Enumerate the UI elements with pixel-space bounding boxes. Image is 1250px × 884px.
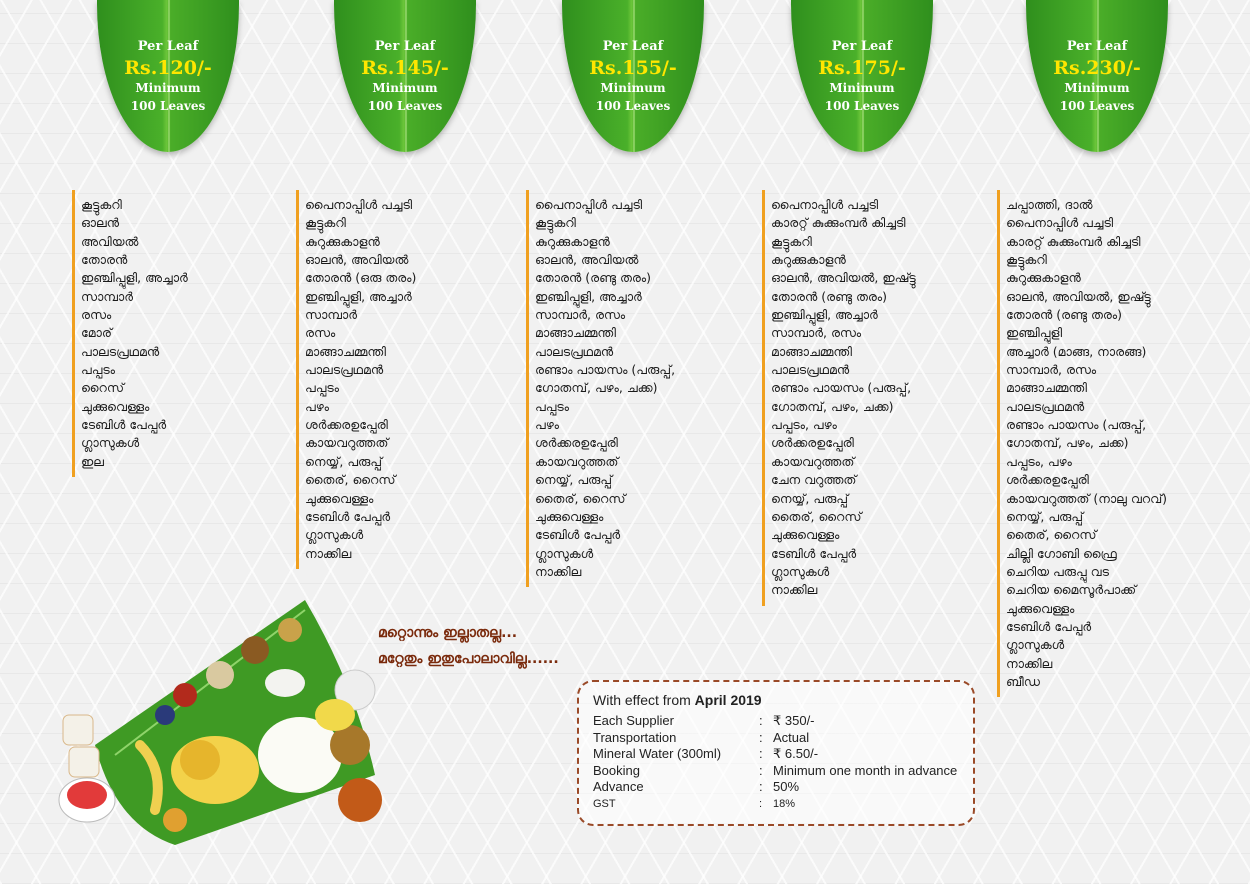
menu-item: ഇഞ്ചിപ്പുളി, അച്ചാർ xyxy=(535,288,642,304)
info-row-transportation xyxy=(593,730,973,747)
price-leaf-4 xyxy=(791,0,933,152)
menu-item: കായവറുത്തത് xyxy=(305,435,389,451)
per-leaf-label: Per Leaf xyxy=(1066,39,1128,54)
info-value: ₹ 350/- xyxy=(773,713,815,728)
info-colon: : xyxy=(759,797,763,810)
package-price: Rs.120/- xyxy=(124,57,212,79)
menu-item: ഇഞ്ചിപ്പുളി, അച്ചാർ xyxy=(81,270,188,286)
menu-item: മാങ്ങാചമ്മന്തി xyxy=(305,343,386,359)
menu-item: റൈസ് xyxy=(81,380,124,396)
leaves-count: 100 Leaves xyxy=(1059,99,1135,113)
menu-item: കായവറുത്തത് xyxy=(771,453,855,469)
menu-item: ഓലൻ, അവിയൽ xyxy=(305,252,409,268)
menu-item: കുറുക്കുകാളൻ xyxy=(1006,270,1081,286)
price-leaf-2 xyxy=(334,0,476,152)
menu-item: തൈര്, റൈസ് xyxy=(535,490,626,506)
info-value: ₹ 6.50/- xyxy=(773,746,819,762)
menu-list-5 xyxy=(997,190,1167,697)
info-value: Actual xyxy=(773,729,810,745)
tagline-line-2: മറ്റേതും ഇതുപോലാവില്ല...... xyxy=(378,651,559,667)
menu-list-4 xyxy=(762,190,916,606)
menu-item: ഓലൻ xyxy=(81,215,120,231)
menu-list-2 xyxy=(296,190,416,569)
menu-item: കുറുക്കുകാളൻ xyxy=(771,252,846,268)
menu-item: പപ്പടം, പഴം xyxy=(771,417,837,433)
info-colon: : xyxy=(759,762,763,778)
info-label: Advance xyxy=(593,779,644,795)
menu-item: ചുക്കുവെള്ളം xyxy=(81,398,150,414)
menu-item: കൂട്ടുകറി xyxy=(771,233,812,249)
leaves-count: 100 Leaves xyxy=(130,99,206,113)
info-colon: : xyxy=(759,779,763,795)
pricing-info-box xyxy=(577,680,975,826)
menu-item: മാങ്ങാചമ്മന്തി xyxy=(771,343,852,359)
tagline-line-1: മറ്റൊന്നും ഇല്ലാതല്ല... xyxy=(378,625,518,641)
info-heading-date: April 2019 xyxy=(694,692,762,708)
per-leaf-label: Per Leaf xyxy=(374,39,436,54)
menu-item: കാരറ്റ് കുക്കുംമ്പർ കിച്ചടി xyxy=(1006,233,1141,249)
info-heading-prefix: With effect from xyxy=(593,692,695,708)
menu-item: നാക്കില xyxy=(1006,655,1053,671)
menu-item: ഗോതമ്പ്, പഴം, ചക്ക) xyxy=(771,398,894,414)
menu-item: ചുക്കുവെള്ളം xyxy=(771,527,840,543)
menu-item: ചുക്കുവെള്ളം xyxy=(1006,600,1075,616)
menu-item: മോര് xyxy=(81,325,112,341)
menu-list-3 xyxy=(526,190,675,587)
package-price: Rs.230/- xyxy=(1053,57,1141,79)
menu-item: തൈര്, റൈസ് xyxy=(305,472,396,488)
menu-item: തോരൻ (രണ്ടു തരം) xyxy=(771,288,888,304)
menu-item: ഗ്ലാസുകൾ xyxy=(535,545,594,561)
price-leaf-5 xyxy=(1026,0,1168,152)
price-leaf-1 xyxy=(97,0,239,152)
menu-item: തോരൻ (രണ്ടു തരം) xyxy=(535,270,652,286)
menu-item: കൂട്ടുകറി xyxy=(81,197,122,212)
menu-item: ടേബിൾ പേപ്പർ xyxy=(81,417,167,433)
menu-item: പാലടപ്രഥമൻ xyxy=(535,343,614,359)
menu-item: കൂട്ടുകറി xyxy=(305,215,346,231)
info-label: GST xyxy=(593,797,616,810)
leaves-count: 100 Leaves xyxy=(595,99,671,113)
menu-item: ചുക്കുവെള്ളം xyxy=(305,490,374,506)
minimum-label: Minimum xyxy=(372,81,438,95)
menu-item: ഗോതമ്പ്, പഴം, ചക്ക) xyxy=(535,380,658,396)
leaves-count: 100 Leaves xyxy=(367,99,443,113)
menu-item: തൈര്, റൈസ് xyxy=(1006,527,1097,543)
menu-item: ശർക്കരഉപ്പേരി xyxy=(535,435,618,451)
menu-item: ചെറിയ മൈസൂർപാക്ക് xyxy=(1006,582,1137,598)
menu-list-1 xyxy=(72,190,188,477)
menu-item: പാലടപ്രഥമൻ xyxy=(1006,398,1085,414)
menu-item: കുറുക്കുകാളൻ xyxy=(535,233,610,249)
menu-item: പാലടപ്രഥമൻ xyxy=(771,362,850,378)
package-price: Rs.145/- xyxy=(361,57,449,79)
menu-item: ഇഞ്ചിപ്പുളി xyxy=(1006,325,1063,341)
menu-item: ഗോതമ്പ്, പഴം, ചക്ക) xyxy=(1006,435,1129,451)
menu-item: സാമ്പാർ, രസം xyxy=(535,307,626,323)
menu-item: അച്ചാർ (മാങ്ങ, നാരങ്ങ) xyxy=(1006,343,1147,359)
info-colon: : xyxy=(759,729,763,745)
menu-item: ഓലൻ, അവിയൽ, ഇഷ്ട്ടു xyxy=(1006,288,1151,304)
menu-item: പൈനാപ്പിൾ പച്ചടി xyxy=(771,197,879,212)
menu-item: ചെറിയ പരുപ്പു വട xyxy=(1006,563,1109,579)
info-value: 18% xyxy=(773,797,796,810)
menu-item: ശർക്കരഉപ്പേരി xyxy=(771,435,854,451)
info-colon: : xyxy=(759,713,763,728)
info-colon: : xyxy=(759,746,763,762)
menu-item: രണ്ടാം പായസം (പരുപ്പ്, xyxy=(1006,417,1147,433)
menu-item: ടേബിൾ പേപ്പർ xyxy=(305,508,391,524)
sadya-plate-image xyxy=(55,595,385,850)
menu-item: കായവറുത്തത് (നാലു വറവ്) xyxy=(1006,490,1168,506)
info-row-gst xyxy=(593,796,973,813)
menu-item: നെയ്യ്, പരുപ്പ് xyxy=(1006,508,1084,524)
menu-item: രണ്ടാം പായസം (പരുപ്പ്, xyxy=(535,362,676,378)
price-leaf-3 xyxy=(562,0,704,152)
menu-item: ടേബിൾ പേപ്പർ xyxy=(535,527,621,543)
menu-item: രസം xyxy=(305,325,336,341)
menu-item: കൂട്ടുകറി xyxy=(535,215,576,231)
info-label: Transportation xyxy=(593,729,677,745)
minimum-label: Minimum xyxy=(1064,81,1130,95)
menu-item: നെയ്യ്, പരുപ്പ് xyxy=(771,490,849,506)
menu-item: പഴം xyxy=(305,398,329,414)
menu-item: ബീഡ xyxy=(1006,673,1040,689)
menu-item: രണ്ടാം പായസം (പരുപ്പ്, xyxy=(771,380,912,396)
menu-item: ഇഞ്ചിപ്പുളി, അച്ചാർ xyxy=(305,288,412,304)
menu-item: പഴം xyxy=(535,417,559,433)
menu-item: ഓലൻ, അവിയൽ xyxy=(535,252,639,268)
menu-item: ഓലൻ, അവിയൽ, ഇഷ്ട്ടു xyxy=(771,270,916,286)
menu-item: രസം xyxy=(81,307,112,323)
menu-item: മാങ്ങാചമ്മന്തി xyxy=(535,325,616,341)
info-row-booking xyxy=(593,763,973,780)
menu-item: തൈര്, റൈസ് xyxy=(771,508,862,524)
info-row-mineral-water xyxy=(593,746,973,763)
menu-item: നെയ്യ്, പരുപ്പ് xyxy=(535,472,613,488)
menu-item: നാക്കില xyxy=(535,563,582,579)
menu-item: പപ്പടം xyxy=(305,380,339,396)
menu-item: സാമ്പാർ xyxy=(81,288,134,304)
package-price: Rs.175/- xyxy=(818,57,906,79)
menu-item: പൈനാപ്പിൾ പച്ചടി xyxy=(1006,215,1114,231)
menu-item: തോരൻ xyxy=(81,252,128,268)
menu-item: പപ്പടം xyxy=(81,362,115,378)
menu-item: നെയ്യ്, പരുപ്പ് xyxy=(305,453,383,469)
menu-item: സാമ്പാർ, രസം xyxy=(1006,362,1097,378)
menu-item: പപ്പടം, പഴം xyxy=(1006,453,1072,469)
menu-item: ചുക്കുവെള്ളം xyxy=(535,508,604,524)
menu-item: ഇല xyxy=(81,453,104,469)
menu-item: കായവറുത്തത് xyxy=(535,453,619,469)
per-leaf-label: Per Leaf xyxy=(137,39,199,54)
menu-item: കൂട്ടുകറി xyxy=(1006,252,1047,268)
menu-item: അവിയൽ xyxy=(81,233,139,249)
info-label: Each Supplier xyxy=(593,713,674,728)
menu-item: ടേബിൾ പേപ്പർ xyxy=(1006,618,1092,634)
menu-item: പൈനാപ്പിൾ പച്ചടി xyxy=(305,197,413,212)
menu-item: ഗ്ലാസുകൾ xyxy=(81,435,140,451)
menu-item: പപ്പടം xyxy=(535,398,569,414)
info-label: Mineral Water (300ml) xyxy=(593,746,722,762)
menu-item: സാമ്പാർ xyxy=(305,307,358,323)
per-leaf-label: Per Leaf xyxy=(831,39,893,54)
info-heading xyxy=(593,692,973,708)
menu-item: ഗ്ലാസുകൾ xyxy=(305,527,364,543)
menu-item: ചേന വറുത്തത് xyxy=(771,472,857,488)
menu-item: പൈനാപ്പിൾ പച്ചടി xyxy=(535,197,643,212)
menu-item: സാമ്പാർ, രസം xyxy=(771,325,862,341)
info-value: Minimum one month in advance xyxy=(773,762,958,778)
menu-item: തോരൻ (ഒരു തരം) xyxy=(305,270,417,286)
minimum-label: Minimum xyxy=(135,81,201,95)
package-price: Rs.155/- xyxy=(589,57,677,79)
menu-item: ചില്ലി ഗോബി ഫ്രൈ xyxy=(1006,545,1117,561)
menu-item: നാക്കില xyxy=(771,582,818,598)
minimum-label: Minimum xyxy=(829,81,895,95)
menu-item: ശർക്കരഉപ്പേരി xyxy=(305,417,388,433)
menu-item: കുറുക്കുകാളൻ xyxy=(305,233,380,249)
info-label: Booking xyxy=(593,762,640,778)
menu-item: പാലടപ്രഥമൻ xyxy=(305,362,384,378)
menu-item: ഗ്ലാസുകൾ xyxy=(771,563,830,579)
menu-item: നാക്കില xyxy=(305,545,352,561)
tagline xyxy=(378,620,559,672)
info-row-advance xyxy=(593,779,973,796)
menu-item: കാരറ്റ് കുക്കുംമ്പർ കിച്ചടി xyxy=(771,215,906,231)
info-value: 50% xyxy=(773,779,800,795)
menu-item: ചപ്പാത്തി, ദാൽ xyxy=(1006,197,1093,212)
menu-item: തോരൻ (രണ്ടു തരം) xyxy=(1006,307,1123,323)
menu-item: ശർക്കരഉപ്പേരി xyxy=(1006,472,1089,488)
info-row-each-supplier xyxy=(593,713,973,730)
menu-item: ഗ്ലാസുകൾ xyxy=(1006,637,1065,653)
minimum-label: Minimum xyxy=(600,81,666,95)
menu-item: പാലടപ്രഥമൻ xyxy=(81,343,160,359)
menu-item: ടേബിൾ പേപ്പർ xyxy=(771,545,857,561)
leaves-count: 100 Leaves xyxy=(824,99,900,113)
menu-item: മാങ്ങാചമ്മന്തി xyxy=(1006,380,1087,396)
per-leaf-label: Per Leaf xyxy=(602,39,664,54)
menu-item: ഇഞ്ചിപ്പുളി, അച്ചാർ xyxy=(771,307,878,323)
